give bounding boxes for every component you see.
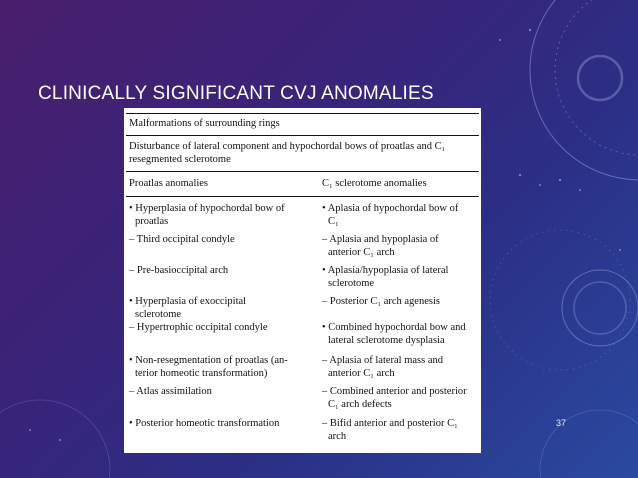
list-item: – Atlas assimilation bbox=[129, 386, 212, 397]
list-item: • Hyperplasia of hypochordal bow of proatlas bbox=[129, 203, 285, 227]
c1-sclerotome-anomalies-list bbox=[322, 203, 477, 448]
list-item: • Aplasia/hypoplasia of lateral sclerotome bbox=[322, 265, 449, 289]
subheading-line-2: resegmented sclerotome bbox=[129, 154, 231, 165]
list-item: • Combined hypochordal bow and lateral sclerotome dysplasia bbox=[322, 322, 466, 346]
table-rule-top bbox=[126, 113, 479, 114]
embedded-table-image bbox=[124, 108, 481, 453]
column-header-proatlas: Proatlas anomalies bbox=[129, 178, 209, 189]
list-item: – Bifid anterior and posterior C₁ arch bbox=[322, 418, 458, 442]
slide-title: CLINICALLY SIGNIFICANT CVJ ANOMALIES bbox=[38, 83, 434, 104]
column-header-c1-sclerotome: C₁ sclerotome anomalies bbox=[322, 178, 427, 189]
list-item: – Aplasia of lateral mass and anterior C₁ arch bbox=[322, 355, 444, 379]
proatlas-anomalies-list bbox=[129, 203, 314, 448]
list-item: – Posterior C₁ arch agenesis bbox=[322, 296, 440, 307]
subheading-line-1: Disturbance of lateral component and hypochordal bows of proatlas and C₁ bbox=[129, 141, 446, 152]
list-item: • Aplasia of hypochordal bow of C₁ bbox=[322, 203, 459, 227]
list-item: • Posterior homeotic transformation bbox=[129, 418, 280, 429]
list-item: • Non-resegmentation of proatlas (an- terior homeotic transformation) bbox=[129, 355, 288, 379]
section-heading: Malformations of surrounding rings bbox=[129, 118, 280, 129]
list-item: – Aplasia and hypoplasia of anterior C₁ arch bbox=[322, 234, 439, 258]
list-item: • Hyperplasia of exoccipital sclerotome bbox=[129, 296, 247, 320]
list-item: – Pre-basioccipital arch bbox=[129, 265, 229, 276]
list-item: – Combined anterior and posterior C₁ arch defects bbox=[322, 386, 467, 410]
page-number: 37 bbox=[556, 418, 567, 428]
table-rule bbox=[126, 196, 479, 197]
list-item: – Third occipital condyle bbox=[129, 234, 235, 245]
table-rule bbox=[126, 135, 479, 136]
table-rule bbox=[126, 171, 479, 172]
list-item: – Hypertrophic occipital condyle bbox=[129, 322, 268, 333]
